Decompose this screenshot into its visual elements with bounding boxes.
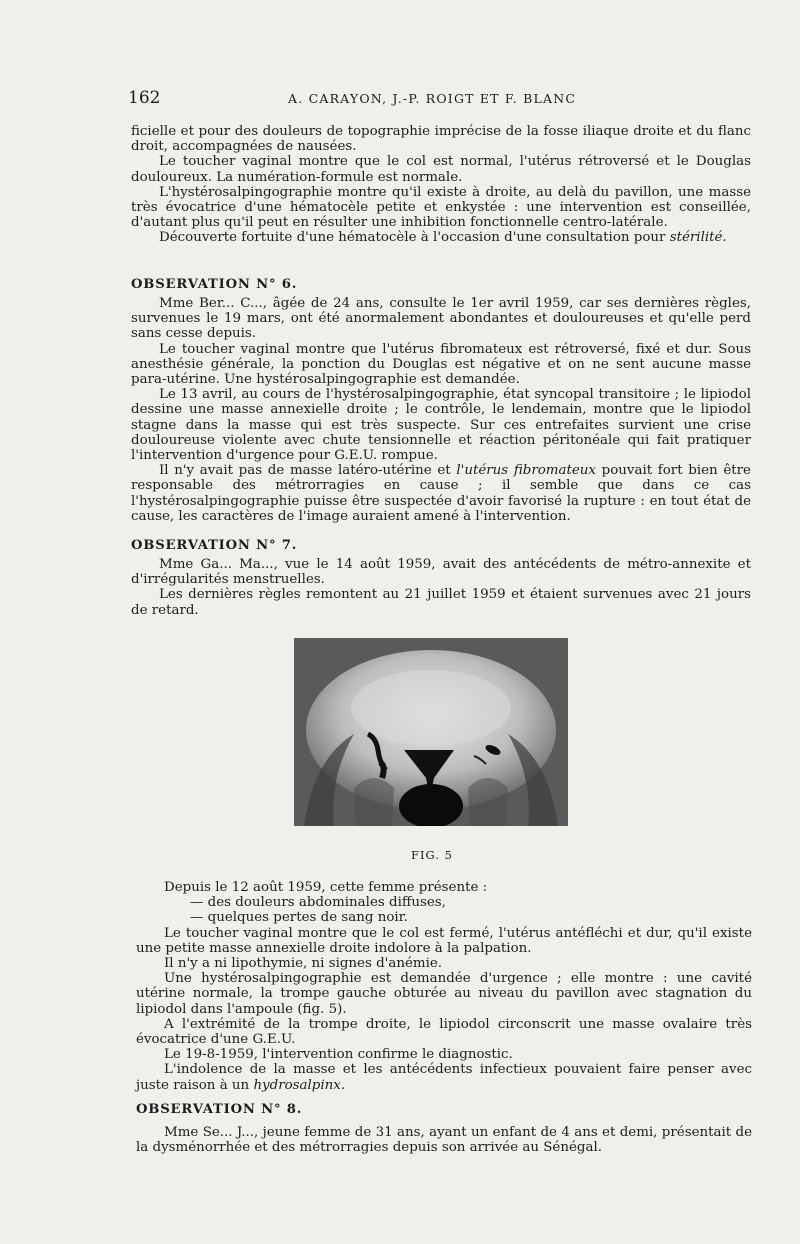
observation-7-text <box>131 557 751 618</box>
section-heading: OBSERVATION N° 6. <box>131 277 298 292</box>
hysterosalpingogram-image <box>294 638 568 826</box>
list-item: — des douleurs abdominales diffuses, <box>190 895 446 911</box>
paragraph: ficielle et pour des douleurs de topographie imprécise de la fosse iliaque droite et du flanc droit, accompagnées de nausées. <box>131 124 751 155</box>
section-heading: OBSERVATION N° 7. <box>131 538 298 553</box>
figure-caption: FIG. 5 <box>411 848 453 862</box>
paragraph: L'hystérosalpingographie montre qu'il existe à droite, au delà du pavillon, une masse très évocatrice d'une hématocèle petite et enkystée : une intervention est conseillée, d'autant plus qu'il peut en résulter une inhibition fonctionnelle centro-latérale. <box>131 184 751 231</box>
paragraph: Mme Se... J..., jeune femme de 31 ans, ayant un enfant de 4 ans et demi, présentait de la dysménorrhée et des métrorragies depuis son arrivée au Sénégal. <box>136 1125 752 1156</box>
paragraph: Une hystérosalpingographie est demandée d'urgence ; elle montre : une cavité utérine normale, la trompe gauche obturée au niveau du pavillon avec stagnation du lipiodol dans l'ampoule (fig. 5). <box>136 971 752 1017</box>
paragraph <box>136 1062 752 1092</box>
paragraph: A l'extrémité de la trompe droite, le lipiodol circonscrit une masse ovalaire très évocatrice d'une G.E.U. <box>136 1016 752 1048</box>
page-number: 162 <box>128 88 161 108</box>
paragraph: Le 13 avril, au cours de l'hystérosalpingographie, état syncopal transitoire ; le lipiodol dessine une masse annexielle droite ; le contrôle, le lendemain, montre que le lipiodol stagne dans la masse qui est très suspecte. Sur ces entrefaites survient une crise douloureuse violente avec chute tensionnelle et réaction péritonéale qui fait pratiquer l'intervention d'urgence pour G.E.U. rompue. <box>131 387 751 464</box>
intro-text <box>131 124 751 246</box>
paragraph: Mme Ga... Ma..., vue le 14 août 1959, avait des antécédents de métro-annexite et d'irrégularités menstruelles. <box>131 557 751 588</box>
paragraph: Le toucher vaginal montre que le col est fermé, l'utérus antéfléchi et dur, qu'il existe une petite masse annexielle droite indolore à la palpation. <box>136 925 752 956</box>
list-item: — quelques pertes de sang noir. <box>190 910 408 926</box>
paragraph: Mme Ber... C..., âgée de 24 ans, consulte le 1er avril 1959, car ses dernières règles, survenues le 19 mars, ont été anormalement abondantes et douloureuses et qu'elle perd sans cesse depuis. <box>131 296 751 342</box>
paragraph: Le toucher vaginal montre que le col est normal, l'utérus rétroversé et le Douglas douloureux. La numération-formule est normale. <box>131 154 751 185</box>
radiograph-figure <box>294 638 568 826</box>
observation-6-text <box>131 296 751 524</box>
italic-term: hydrosalpinx. <box>253 1077 346 1093</box>
section-heading: OBSERVATION N° 8. <box>136 1102 303 1117</box>
paragraph: Le 19-8-1959, l'intervention confirme le diagnostic. <box>164 1047 513 1063</box>
paragraph <box>131 463 751 524</box>
italic-term: stérilité. <box>669 230 727 246</box>
paragraph: Les dernières règles remontent au 21 juillet 1959 et étaient survenues avec 21 jours de retard. <box>131 587 751 618</box>
observation-7-continued <box>136 880 752 1093</box>
observation-8-text <box>136 1125 752 1155</box>
paragraph: Le toucher vaginal montre que l'utérus fibromateux est rétroversé, fixé et dur. Sous anesthésie générale, la ponction du Douglas est négative et on ne sent aucune masse para-utérine. Une hystérosalpingographie est demandée. <box>131 341 751 388</box>
paragraph-text: Il n'y avait pas de masse latéro-utérine et <box>159 463 457 479</box>
page-header <box>128 88 648 110</box>
running-head: A. CARAYON, J.-P. ROIGT ET F. BLANC <box>288 91 577 106</box>
paragraph-text: pouvait fort bien être responsable des métrorragies en cause ; il semble que dans ce cas l'hystérosalpingographie puisse être suspectée d'avoir favorisé la rupture : en tout état de cause, les caractères de l'image auraient amené à l'intervention. <box>131 463 751 524</box>
paragraph: Il n'y a ni lipothymie, ni signes d'anémie. <box>164 956 443 972</box>
paragraph-text: Découverte fortuite d'une hématocèle à l'occasion d'une consultation pour <box>159 230 670 246</box>
paragraph <box>131 230 751 245</box>
paragraph-text: L'indolence de la masse et les antécédents infectieux pouvaient faire penser avec juste raison à un <box>136 1062 752 1093</box>
paragraph: Depuis le 12 août 1959, cette femme présente : <box>164 880 488 895</box>
italic-term: l'utérus fibromateux <box>456 463 596 479</box>
